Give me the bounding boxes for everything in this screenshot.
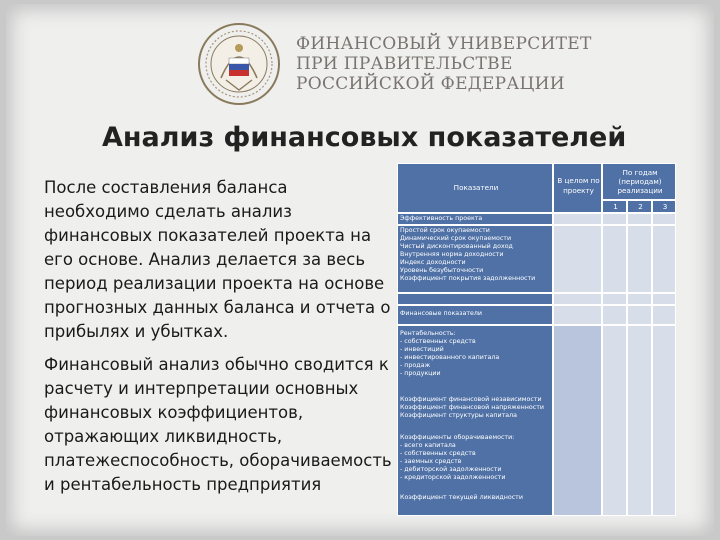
cell — [627, 213, 652, 225]
cell — [652, 293, 676, 305]
row-label: Коэффициент покрытия задолженности — [400, 275, 536, 282]
body-text — [44, 176, 396, 506]
paragraph-2: Финансовый анализ обычно сводится к расчету и интерпретации основных финансовых коэффициентов, отражающих ликвидность, платежеспособность, оборачиваемость и рентабельность предприятия — [44, 355, 392, 494]
row-label: Индекс доходности — [400, 259, 466, 266]
university-line-2: ПРИ ПРАВИТЕЛЬСТВЕ — [296, 54, 513, 74]
cell — [553, 213, 602, 225]
row-label: Коэффициент структуры капитала — [400, 412, 517, 419]
cell — [553, 293, 602, 305]
cell — [652, 325, 676, 516]
row-label: Внутренняя норма доходности — [400, 251, 504, 258]
row-label: - собственных средств — [400, 338, 476, 345]
row-label: - кредиторской задолженности — [400, 474, 506, 481]
header-year-2 — [627, 200, 652, 213]
cell — [602, 225, 627, 293]
cell — [602, 213, 627, 225]
cell — [627, 225, 652, 293]
header-total-label-2: проекту — [563, 186, 594, 195]
header-year-1 — [602, 200, 627, 213]
cell — [652, 305, 676, 325]
university-emblem-icon — [196, 18, 282, 110]
cell — [602, 305, 627, 325]
university-line-3: РОССИЙСКОЙ ФЕДЕРАЦИИ — [296, 74, 565, 94]
row-label: Финансовые показатели — [400, 310, 482, 317]
row-spacer — [397, 293, 553, 305]
row-label: Простой срок окупаемости — [400, 227, 490, 234]
cell — [627, 305, 652, 325]
header-indicators-cell — [397, 163, 553, 213]
year-2-label: 2 — [638, 202, 643, 211]
cell — [652, 225, 676, 293]
header-years-label-2: (периодам) — [618, 177, 662, 186]
row-label: Коэффициент финансовой напряженности — [400, 404, 544, 411]
header-indicators-label: Показатели — [453, 183, 499, 192]
cell — [553, 305, 602, 325]
header-total-cell — [553, 163, 602, 213]
cell — [602, 325, 627, 516]
row-label: Коэффициент финансовой независимости — [400, 396, 542, 403]
row-label: - продаж — [400, 362, 431, 369]
cell — [553, 225, 602, 293]
row-label: - всего капитала — [400, 442, 456, 449]
cell — [627, 325, 652, 516]
cell — [652, 213, 676, 225]
header-years-cell — [602, 163, 676, 200]
university-line-1: ФИНАНСОВЫЙ УНИВЕРСИТЕТ — [296, 34, 592, 54]
row-label: Динамический срок окупаемости — [400, 235, 512, 242]
header-total-label-1: В целом по — [557, 176, 600, 185]
slide-title: Анализ финансовых показателей — [102, 122, 627, 153]
row-label: Уровень безубыточности — [400, 267, 484, 274]
paragraph-1: После составления баланса необходимо сделать анализ финансовых показателей проекта на его основе. Анализ делается за весь период реализации проекта на основе прогнозных данных баланса и отчета о прибылях и убытках. — [44, 178, 391, 341]
row-label: - собственных средств — [400, 450, 476, 457]
header-years-label-1: По годам — [622, 168, 658, 177]
row-label: - продукции — [400, 370, 441, 377]
row-label: Эффективность проекта — [400, 215, 483, 222]
university-name — [296, 34, 592, 94]
row-label: Коэффициенты оборачиваемости: — [400, 434, 515, 441]
slide — [6, 4, 714, 536]
cell — [602, 293, 627, 305]
cell — [553, 325, 602, 516]
row-label: Чистый дисконтированный доход — [400, 243, 513, 250]
cell — [627, 293, 652, 305]
row-label: Рентабельность: — [400, 330, 456, 337]
year-3-label: 3 — [662, 202, 668, 211]
row-label: - инвестиций — [400, 346, 444, 353]
row-label: Коэффициент текущей ликвидности — [400, 494, 523, 501]
header-years-label-3: реализации — [617, 186, 663, 195]
header-year-3 — [652, 200, 676, 213]
indicators-table — [397, 163, 676, 516]
row-label: - дебиторской задолженности — [400, 466, 502, 473]
row-label: - инвестированного капитала — [400, 354, 500, 361]
row-label: - заемных средств — [400, 458, 462, 465]
year-1-label: 1 — [613, 202, 618, 211]
